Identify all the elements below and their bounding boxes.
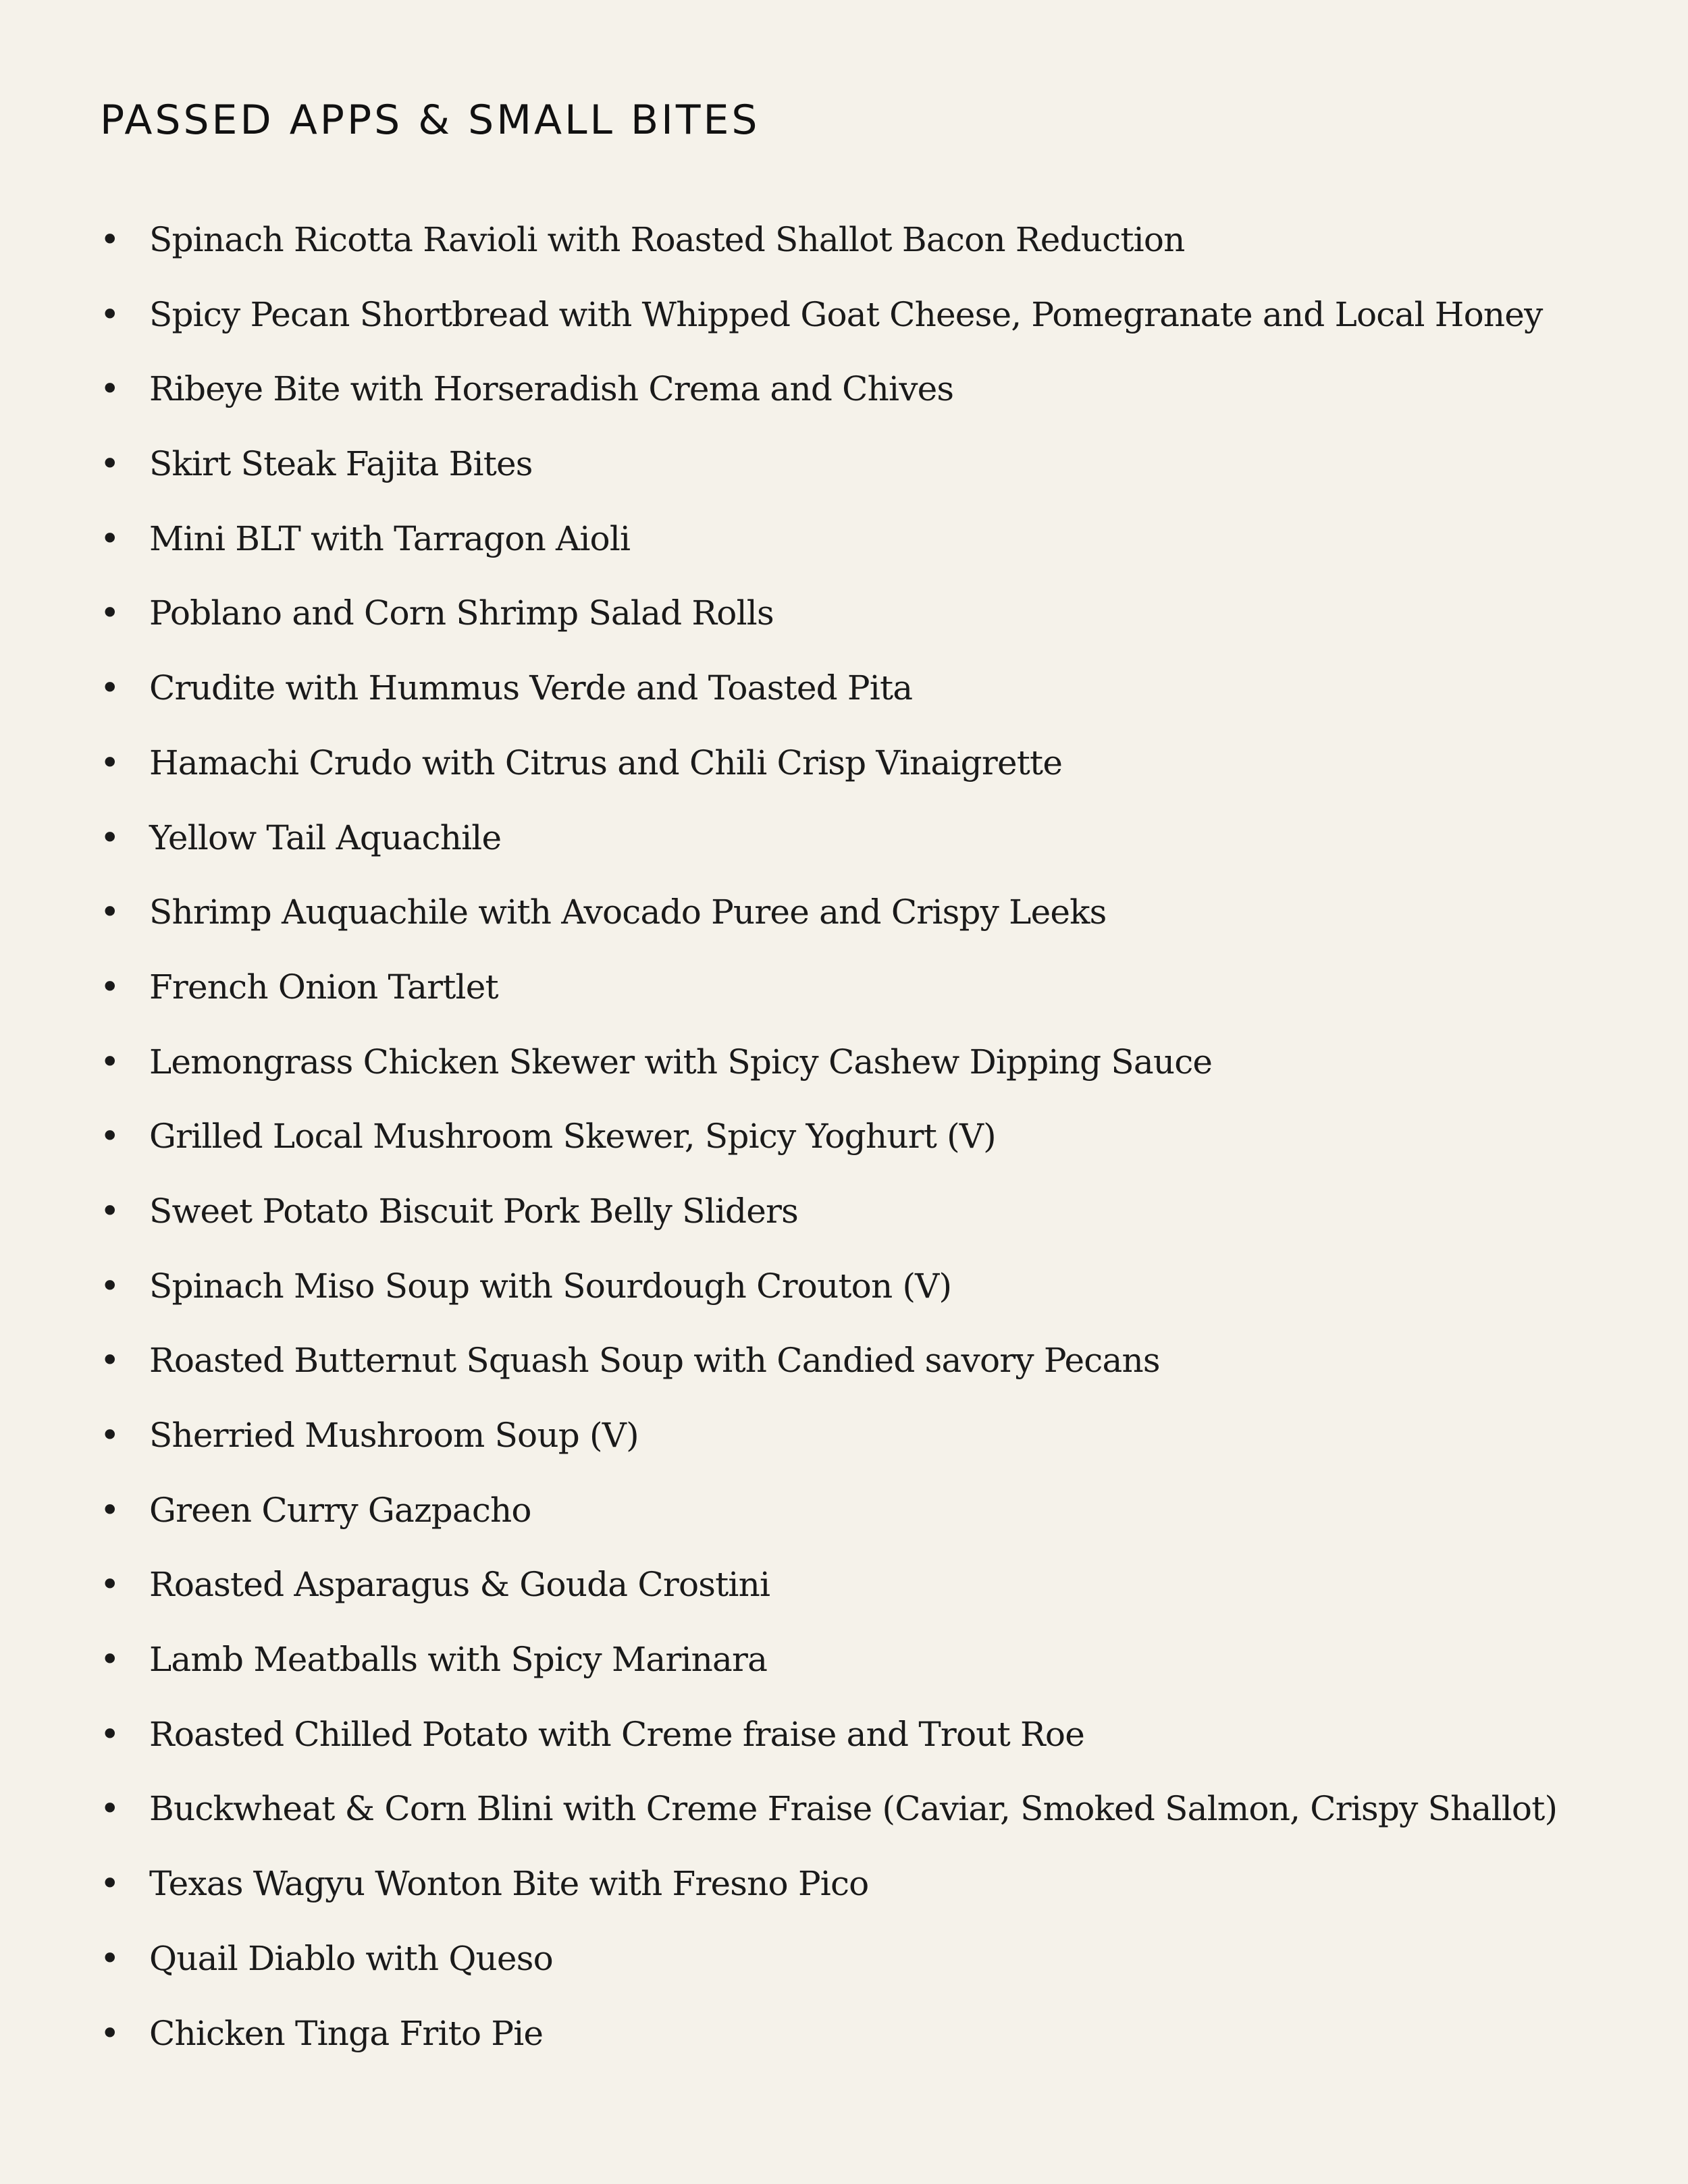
- bullet-icon: •: [100, 444, 120, 484]
- menu-item: [100, 440, 1619, 515]
- menu-item-label: Spinach Miso Soup with Sourdough Crouton (V): [149, 1266, 952, 1306]
- menu-item: [100, 739, 1619, 814]
- bullet-icon: •: [100, 1640, 120, 1680]
- menu-item-label: Poblano and Corn Shrimp Salad Rolls: [149, 593, 774, 633]
- menu-item: [100, 1188, 1619, 1262]
- menu-item-label: Yellow Tail Aquachile: [149, 818, 502, 857]
- bullet-icon: •: [100, 1266, 120, 1306]
- menu-item: [100, 1860, 1619, 1935]
- menu-item: [100, 1785, 1619, 1860]
- menu-item-label: Ribeye Bite with Horseradish Crema and Chives: [149, 369, 954, 409]
- menu-item-label: Skirt Steak Fajita Bites: [149, 444, 533, 484]
- menu-item-label: Spicy Pecan Shortbread with Whipped Goat Cheese, Pomegranate and Local Honey: [149, 294, 1543, 334]
- menu-item: [100, 888, 1619, 963]
- menu-item-label: Roasted Chilled Potato with Creme fraise and Trout Roe: [149, 1714, 1084, 1754]
- menu-item: [100, 1636, 1619, 1711]
- bullet-icon: •: [100, 818, 120, 857]
- menu-item: [100, 1487, 1619, 1562]
- menu-item-label: Green Curry Gazpacho: [149, 1490, 531, 1530]
- menu-item-label: Buckwheat & Corn Blini with Creme Fraise (Caviar, Smoked Salmon, Crispy Shallot): [149, 1789, 1558, 1829]
- menu-item: [100, 216, 1619, 291]
- menu-item: [100, 291, 1619, 366]
- bullet-icon: •: [100, 294, 120, 334]
- menu-item-label: Spinach Ricotta Ravioli with Roasted Shallot Bacon Reduction: [149, 220, 1185, 259]
- bullet-icon: •: [100, 668, 120, 708]
- menu-item: [100, 1262, 1619, 1337]
- menu-item-label: Mini BLT with Tarragon Aioli: [149, 518, 631, 558]
- menu-item-label: Sweet Potato Biscuit Pork Belly Sliders: [149, 1191, 798, 1231]
- menu-item-label: Texas Wagyu Wonton Bite with Fresno Pico: [149, 1864, 869, 1904]
- menu-item-label: Lemongrass Chicken Skewer with Spicy Cashew Dipping Sauce: [149, 1042, 1213, 1082]
- bullet-icon: •: [100, 1191, 120, 1231]
- menu-item: [100, 1113, 1619, 1188]
- menu-item: [100, 1711, 1619, 1786]
- bullet-icon: •: [100, 593, 120, 633]
- menu-item: [100, 963, 1619, 1038]
- menu-item-list: [100, 216, 1619, 2084]
- bullet-icon: •: [100, 1416, 120, 1455]
- menu-item-label: Grilled Local Mushroom Skewer, Spicy Yoghurt (V): [149, 1117, 996, 1156]
- bullet-icon: •: [100, 220, 120, 259]
- menu-item: [100, 515, 1619, 590]
- bullet-icon: •: [100, 1714, 120, 1754]
- bullet-icon: •: [100, 1938, 120, 1978]
- bullet-icon: •: [100, 518, 120, 558]
- bullet-icon: •: [100, 1789, 120, 1829]
- bullet-icon: •: [100, 1490, 120, 1530]
- bullet-icon: •: [100, 893, 120, 932]
- menu-item-label: Roasted Asparagus & Gouda Crostini: [149, 1565, 770, 1605]
- menu-item-label: French Onion Tartlet: [149, 967, 498, 1007]
- menu-item-label: Roasted Butternut Squash Soup with Candied savory Pecans: [149, 1341, 1160, 1381]
- bullet-icon: •: [100, 1565, 120, 1605]
- menu-item: [100, 1561, 1619, 1636]
- menu-item-label: Quail Diablo with Queso: [149, 1938, 553, 1978]
- menu-item: [100, 814, 1619, 889]
- menu-item-label: Crudite with Hummus Verde and Toasted Pita: [149, 668, 913, 708]
- bullet-icon: •: [100, 2013, 120, 2053]
- menu-item: [100, 1935, 1619, 2010]
- menu-item: [100, 365, 1619, 440]
- bullet-icon: •: [100, 1341, 120, 1381]
- menu-item-label: Lamb Meatballs with Spicy Marinara: [149, 1640, 768, 1680]
- menu-item: [100, 664, 1619, 739]
- menu-item: [100, 589, 1619, 664]
- bullet-icon: •: [100, 369, 120, 409]
- bullet-icon: •: [100, 1117, 120, 1156]
- menu-item-label: Chicken Tinga Frito Pie: [149, 2013, 544, 2053]
- bullet-icon: •: [100, 743, 120, 782]
- bullet-icon: •: [100, 1864, 120, 1904]
- page-title: PASSED APPS & SMALL BITES: [100, 97, 760, 144]
- menu-item: [100, 1337, 1619, 1412]
- menu-item-label: Shrimp Auquachile with Avocado Puree and Crispy Leeks: [149, 893, 1107, 932]
- menu-item: [100, 2010, 1619, 2085]
- menu-item-label: Sherried Mushroom Soup (V): [149, 1416, 639, 1455]
- menu-item: [100, 1038, 1619, 1113]
- bullet-icon: •: [100, 1042, 120, 1082]
- menu-item: [100, 1412, 1619, 1487]
- menu-item-label: Hamachi Crudo with Citrus and Chili Crisp Vinaigrette: [149, 743, 1063, 782]
- bullet-icon: •: [100, 967, 120, 1007]
